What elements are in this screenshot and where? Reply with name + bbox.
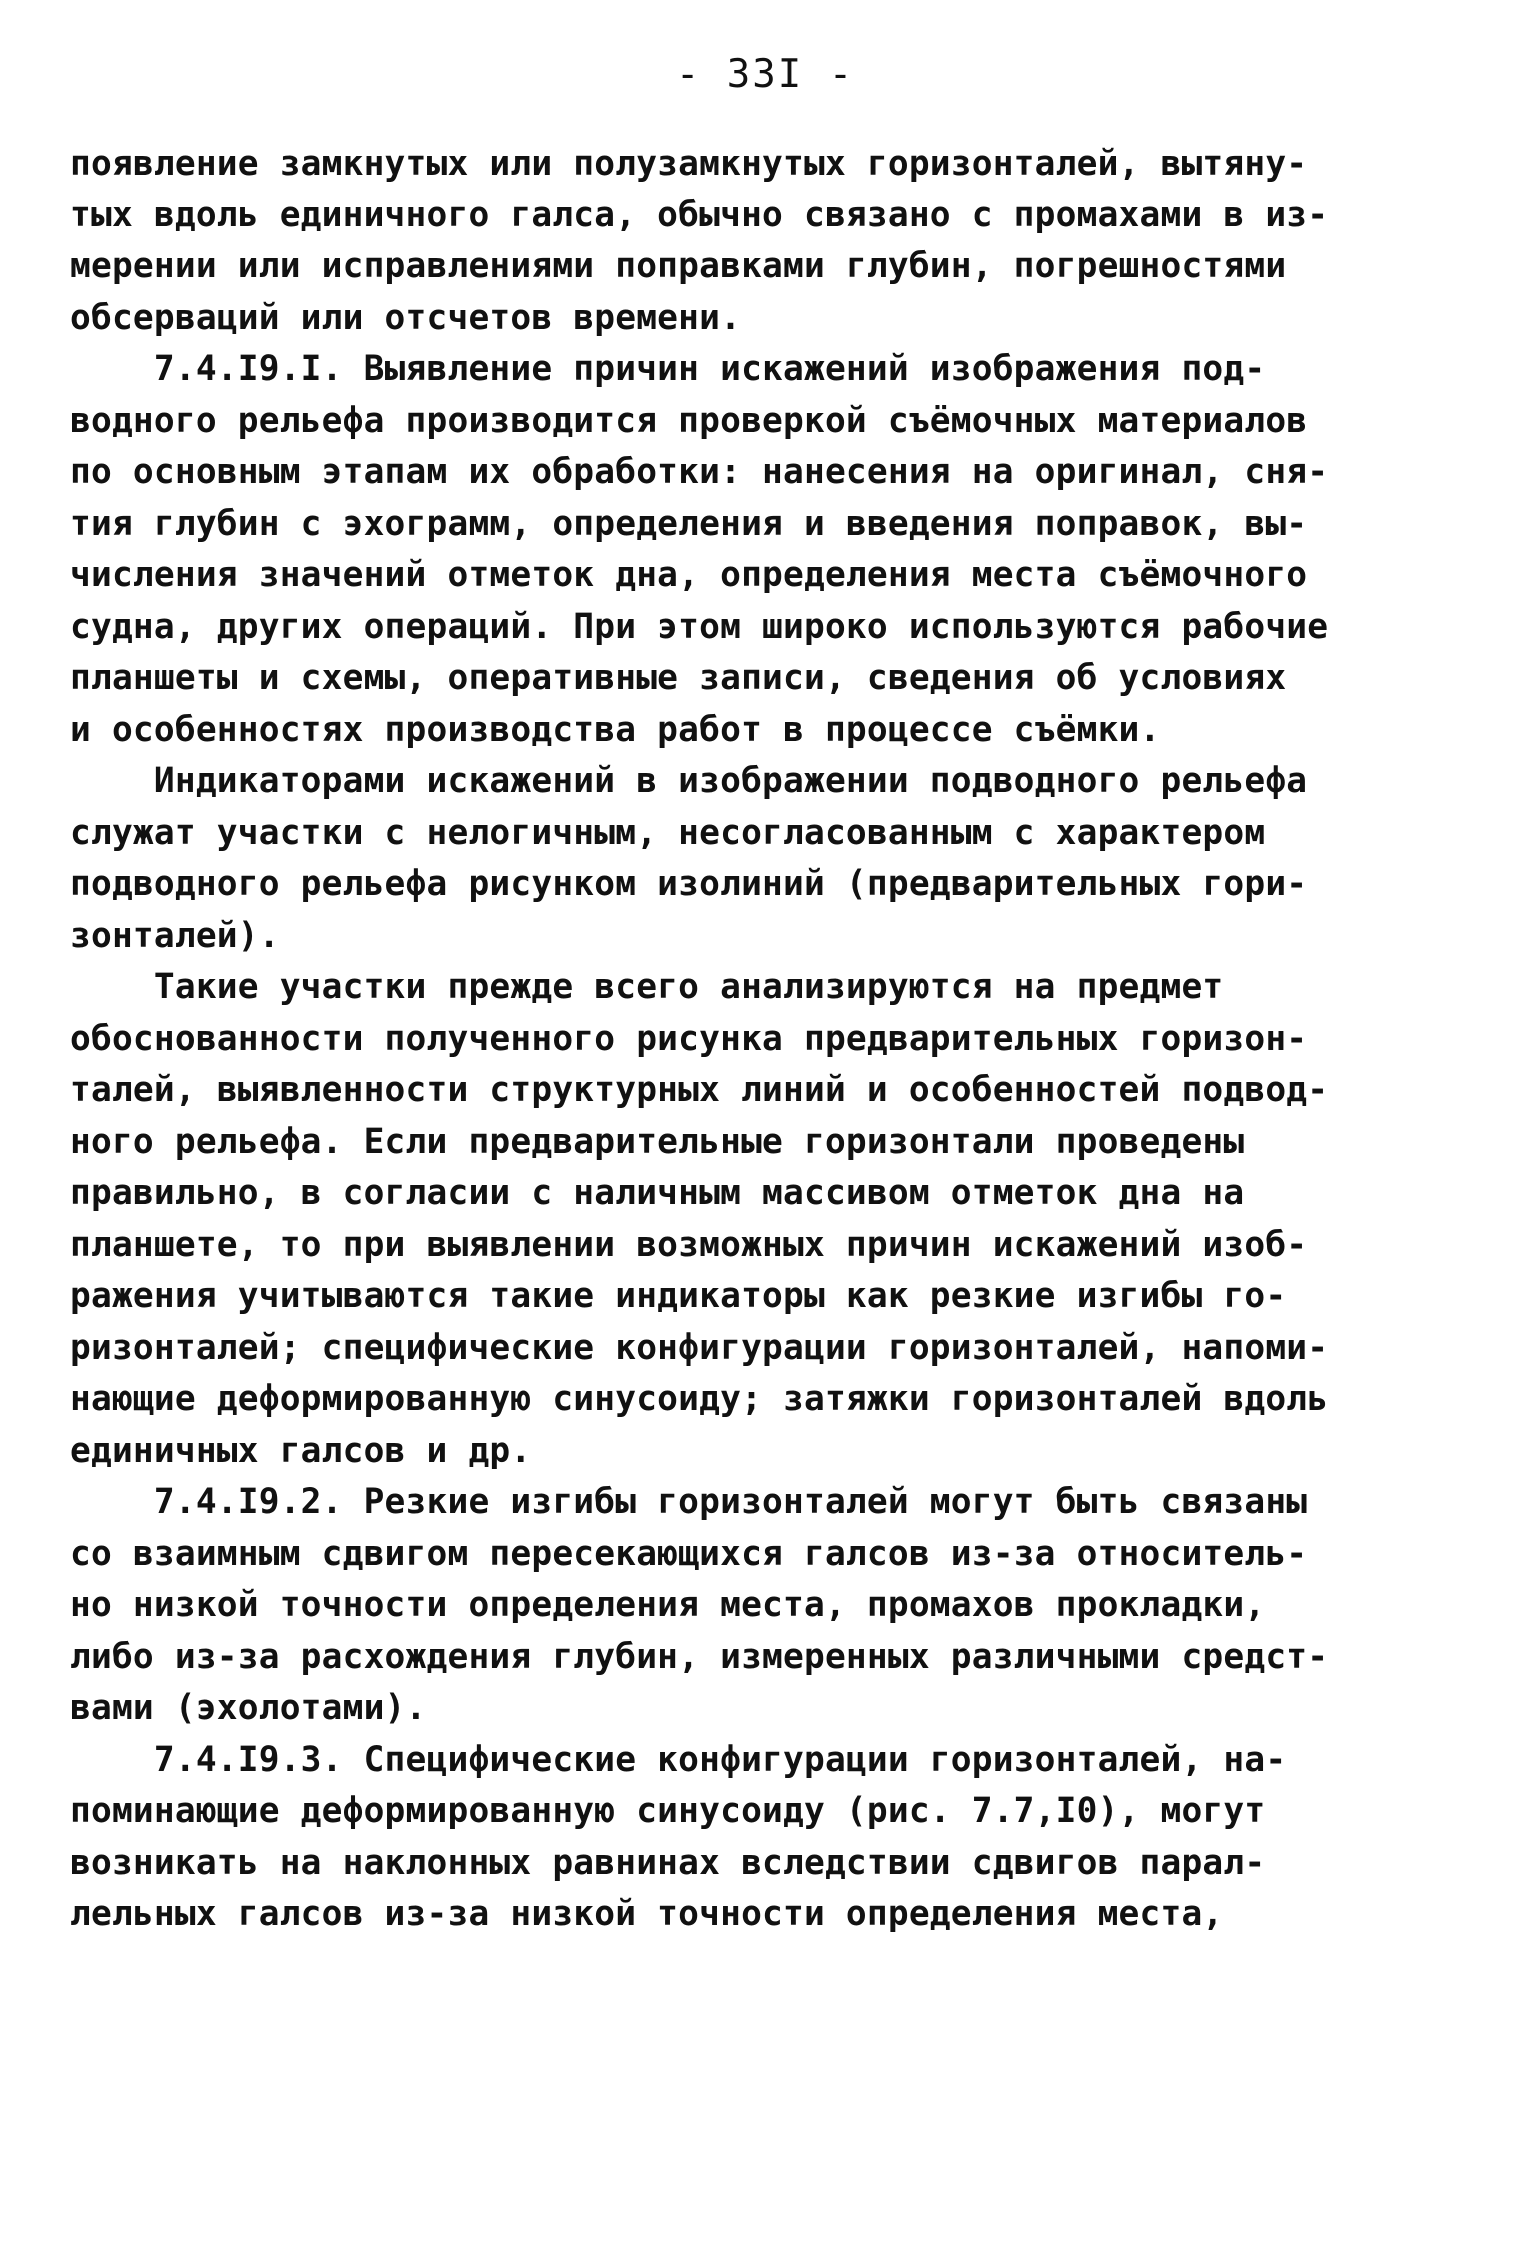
text-line: планшете, то при выявлении возможных причин искажений изоб- [70,1225,1308,1265]
text-line: Индикаторами искажений в изображении подводного рельефа [70,761,1308,801]
text-line: вами (эхолотами). [70,1688,427,1728]
text-line: подводного рельефа рисунком изолиний (предварительных гори- [70,864,1308,904]
text-line: по основным этапам их обработки: нанесения на оригинал, сня- [70,452,1329,492]
text-line: 7.4.I9.2. Резкие изгибы горизонталей могут быть связаны [70,1482,1308,1522]
text-line: мерении или исправлениями поправками глубин, погрешностями [70,246,1287,286]
text-line: числения значений отметок дна, определения места съёмочного [70,555,1308,595]
text-line: судна, других операций. При этом широко используются рабочие [70,607,1329,647]
text-line: появление замкнутых или полузамкнутых горизонталей, вытяну- [70,144,1308,184]
text-line: единичных галсов и др. [70,1431,532,1471]
text-line: служат участки с нелогичным, несогласованным с характером [70,813,1266,853]
text-line: ризонталей; специфические конфигурации горизонталей, напоми- [70,1328,1329,1368]
text-line: обоснованности полученного рисунка предварительных горизон- [70,1019,1308,1059]
text-line: водного рельефа производится проверкой съёмочных материалов [70,401,1308,441]
text-line: ного рельефа. Если предварительные горизонтали проведены [70,1122,1245,1162]
text-line: планшеты и схемы, оперативные записи, сведения об условиях [70,658,1287,698]
text-line: правильно, в согласии с наличным массивом отметок дна на [70,1173,1245,1213]
text-line: 7.4.I9.3. Специфические конфигурации горизонталей, на- [70,1740,1287,1780]
text-line: тых вдоль единичного галса, обычно связано с промахами в из- [70,195,1329,235]
text-line: 7.4.I9.I. Выявление причин искажений изображения под- [70,349,1266,389]
text-line: но низкой точности определения места, промахов прокладки, [70,1585,1266,1625]
text-line: талей, выявленности структурных линий и особенностей подвод- [70,1070,1329,1110]
text-line: лельных галсов из-за низкой точности определения места, [70,1894,1224,1934]
text-line: либо из-за расхождения глубин, измеренных различными средст- [70,1637,1329,1677]
text-line: нающие деформированную синусоиду; затяжки горизонталей вдоль [70,1379,1329,1419]
text-line: со взаимным сдвигом пересекающихся галсов из-за относитель- [70,1534,1308,1574]
page-number: - 33I - [675,52,855,97]
text-line: обсерваций или отсчетов времени. [70,298,742,338]
text-line: Такие участки прежде всего анализируются на предмет [70,967,1224,1007]
text-line: ражения учитываются такие индикаторы как резкие изгибы го- [70,1276,1287,1316]
text-line: тия глубин с эхограмм, определения и введения поправок, вы- [70,504,1308,544]
text-line: поминающие деформированную синусоиду (рис. 7.7,I0), могут [70,1791,1266,1831]
text-line: и особенностях производства работ в процессе съёмки. [70,710,1161,750]
text-line: возникать на наклонных равнинах вследствии сдвигов парал- [70,1843,1266,1883]
text-line: зонталей). [70,916,280,956]
